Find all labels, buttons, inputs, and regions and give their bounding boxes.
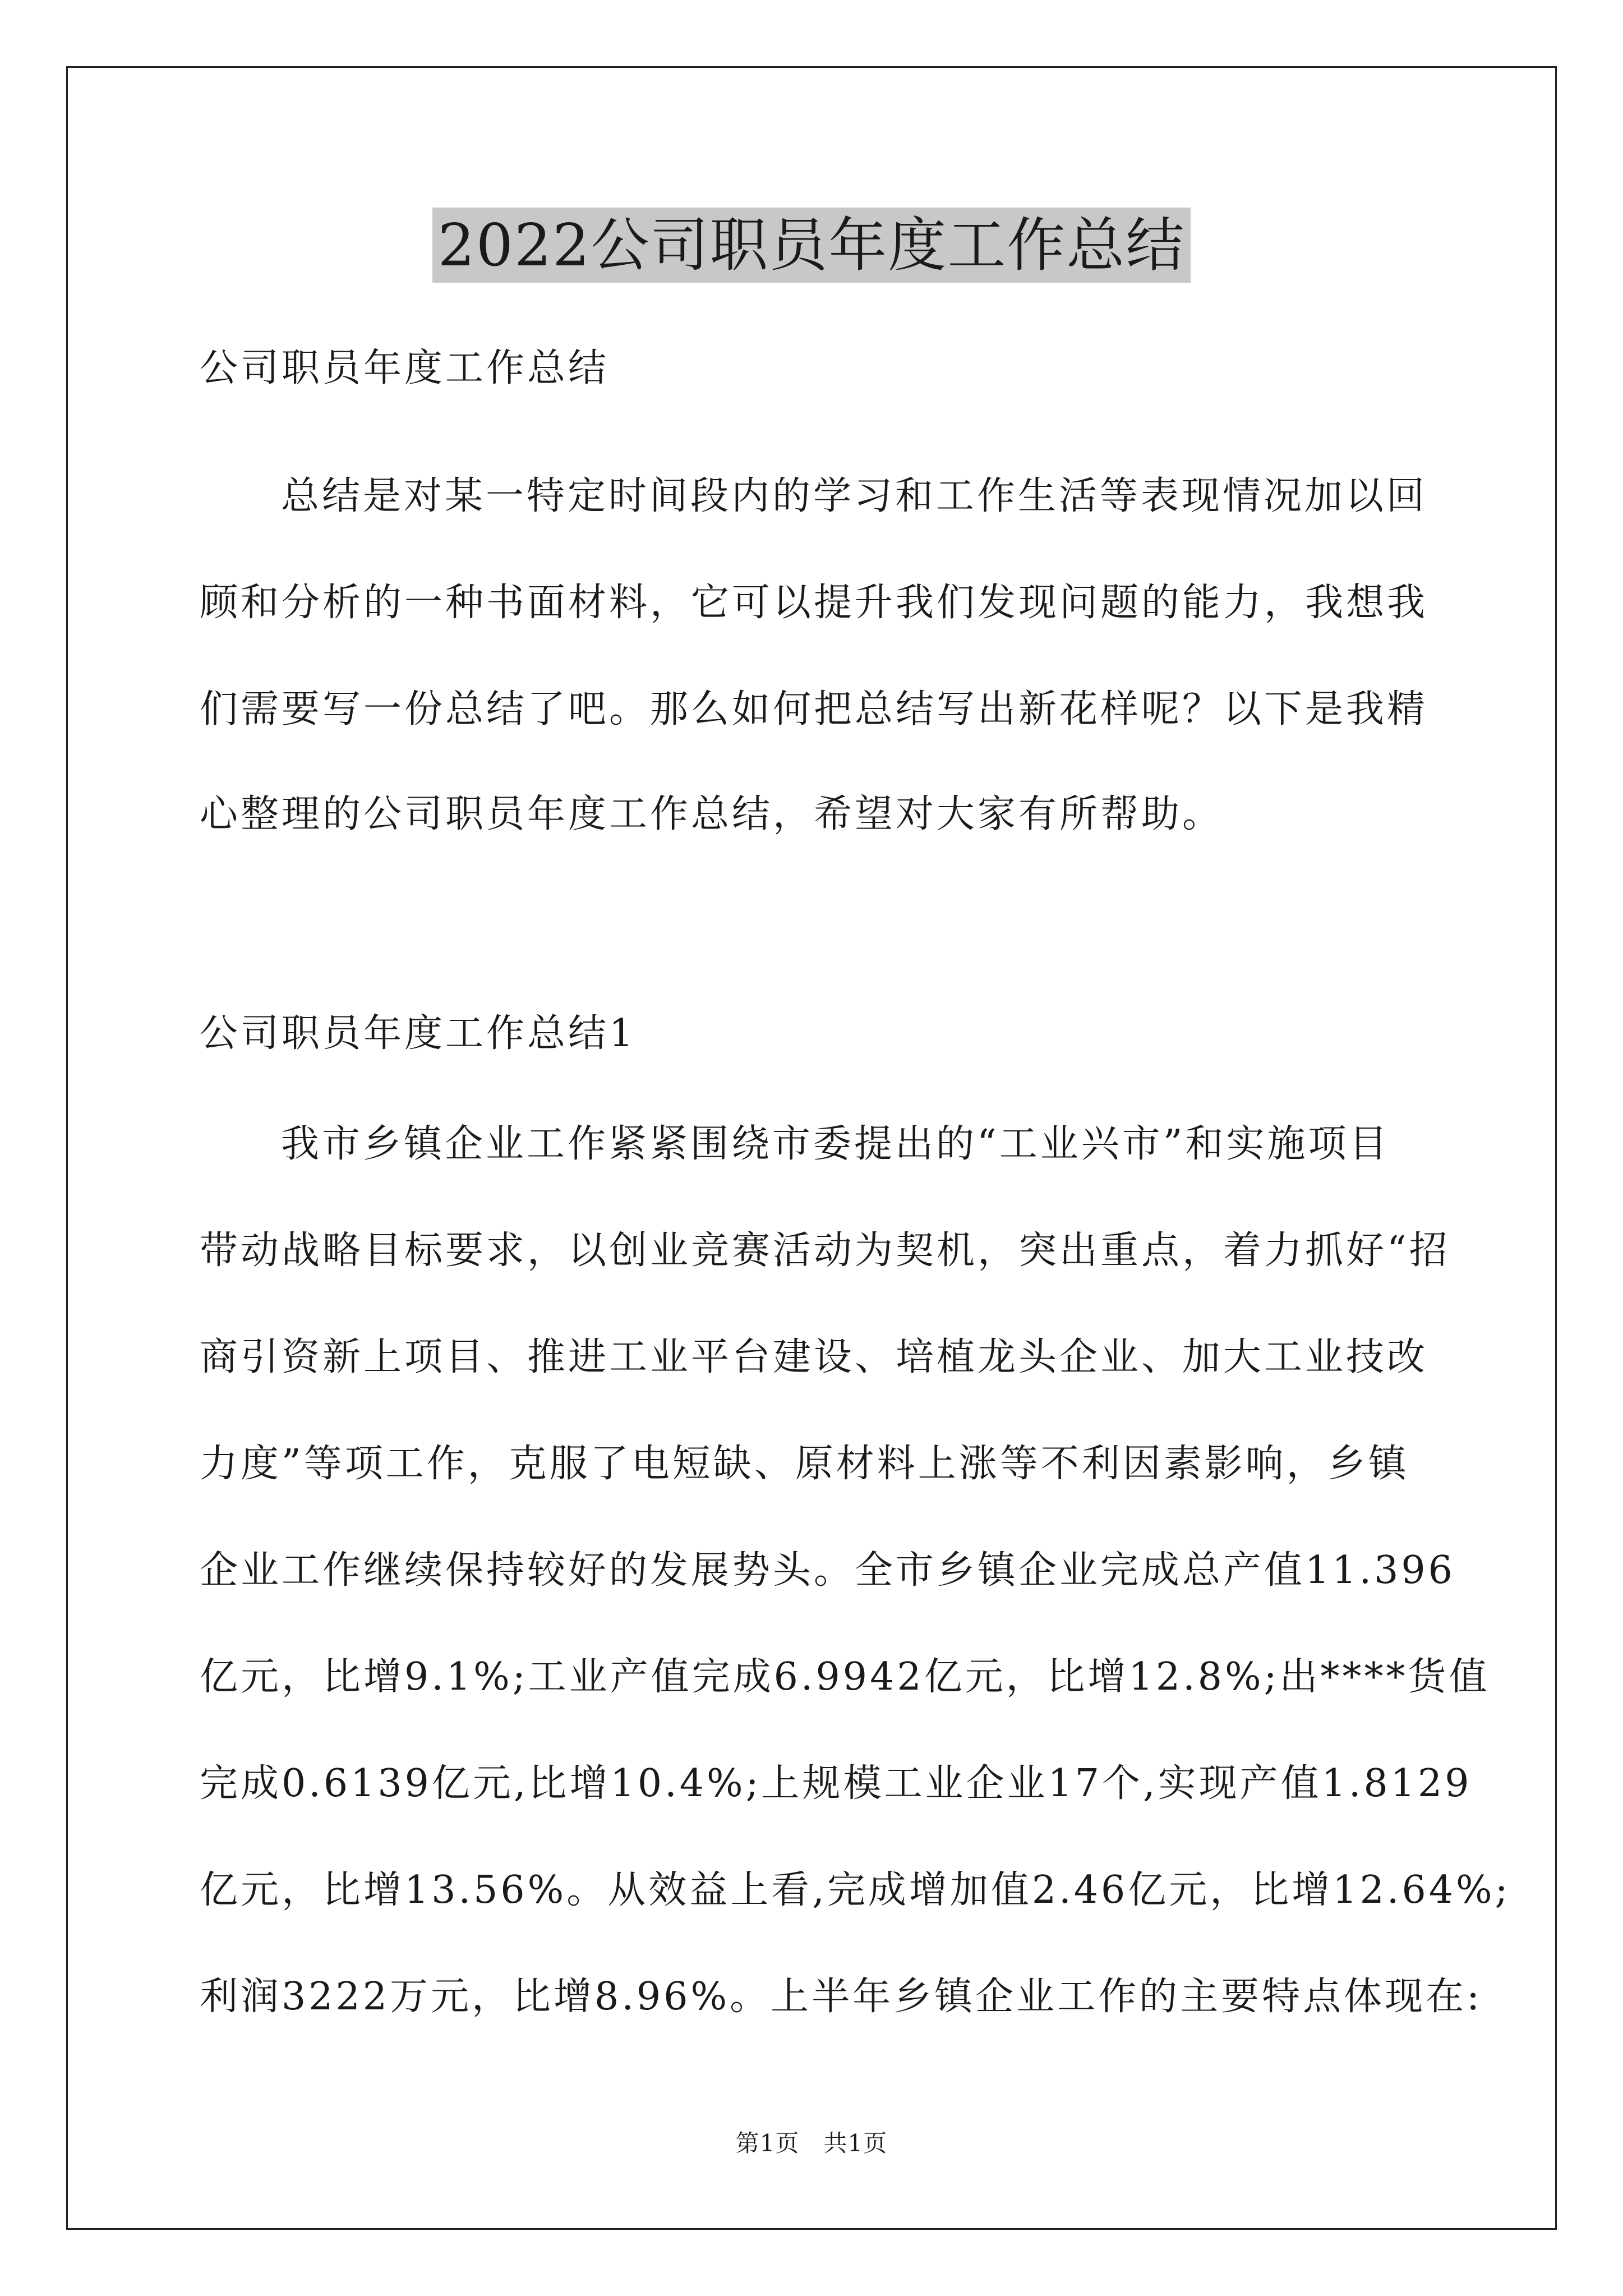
body-line: 力度”等项工作，克服了电短缺、原材料上涨等不利因素影响，乡镇 <box>200 1442 1409 1486</box>
body-line: 亿元，比增9.1%;工业产值完成6.9942亿元，比增12.8%;出****货值 <box>200 1655 1490 1699</box>
document-title-text: 2022公司职员年度工作总结 <box>432 208 1191 283</box>
body-line: 完成0.6139亿元,比增10.4%;上规模工业企业17个,实现产值1.8129 <box>200 1761 1472 1806</box>
intro-line: 心整理的公司职员年度工作总结，希望对大家有所帮助。 <box>200 792 1224 836</box>
page-footer <box>0 2128 1623 2159</box>
body-line: 我市乡镇企业工作紧紧围绕市委提出的“工业兴市”和实施项目 <box>281 1122 1390 1166</box>
body-line: 企业工作继续保持较好的发展势头。全市乡镇企业完成总产值11.396 <box>200 1548 1455 1593</box>
intro-line: 顾和分析的一种书面材料，它可以提升我们发现问题的能力，我想我 <box>200 581 1428 625</box>
body-line: 利润3222万元，比增8.96%。上半年乡镇企业工作的主要特点体现在: <box>200 1975 1482 2019</box>
body-line: 带动战略目标要求，以创业竞赛活动为契机，突出重点，着力抓好“招 <box>200 1228 1450 1273</box>
body-line: 亿元，比增13.56%。从效益上看,完成增加值2.46亿元，比增12.64%; <box>200 1868 1511 1912</box>
intro-line: 总结是对某一特定时间段内的学习和工作生活等表现情况加以回 <box>281 474 1428 518</box>
page-number: 第1页 共1页 <box>735 2129 888 2157</box>
subtitle: 公司职员年度工作总结 <box>200 346 610 390</box>
document-title <box>0 209 1623 282</box>
body-line: 商引资新上项目、推进工业平台建设、培植龙头企业、加大工业技改 <box>200 1335 1428 1379</box>
intro-line: 们需要写一份总结了吧。那么如何把总结写出新花样呢？以下是我精 <box>200 687 1428 731</box>
section-heading: 公司职员年度工作总结1 <box>200 1011 637 1056</box>
